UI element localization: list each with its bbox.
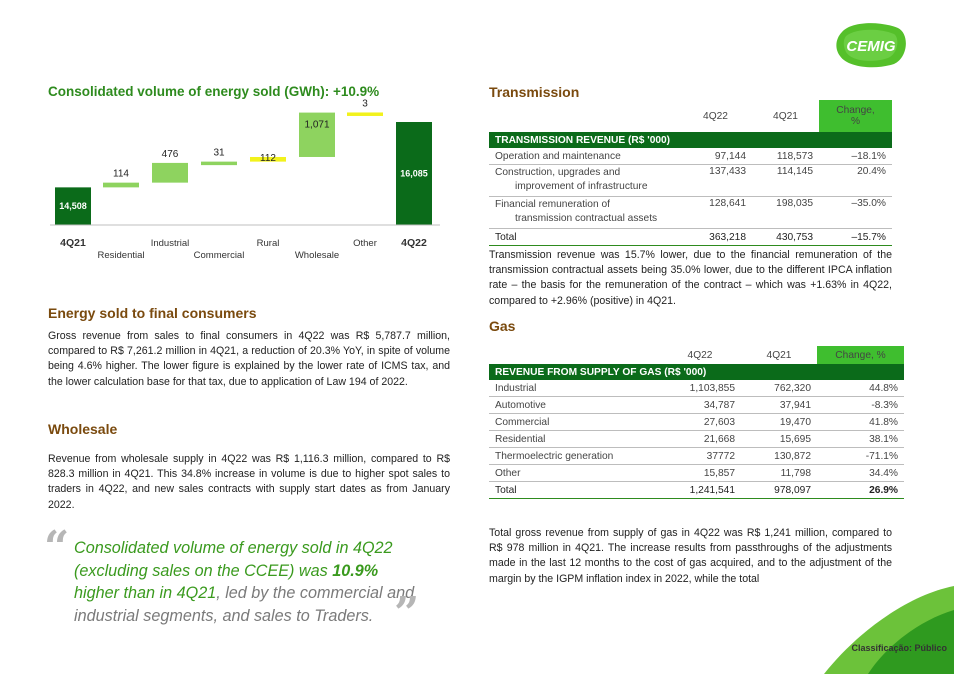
quote-open-mark: “ xyxy=(44,522,70,573)
trans-section-header: TRANSMISSION REVENUE (R$ '000) xyxy=(489,132,892,148)
trans-col-4q21: 4Q21 xyxy=(773,110,798,122)
logo-text: CEMIG xyxy=(846,38,896,55)
category-label-wholesale: Wholesale xyxy=(294,250,340,261)
bar-commercial xyxy=(201,162,237,166)
table-row: Automotive 34,787 37,941 -8.3% xyxy=(489,397,904,414)
bar-industrial xyxy=(152,163,188,183)
bar-residential xyxy=(103,183,139,188)
wholesale-text: Revenue from wholesale supply in 4Q22 was R$ 1,116.3 million, compared to R$ 828.3 million in 4Q21. This 34.8% increase in volume is due to higher spot sales to traders in 4Q22, and new sales contracts with supply start dates as from January 2022. xyxy=(48,453,450,511)
category-label-industrial: Industrial xyxy=(150,238,190,249)
category-label-other: Other xyxy=(353,238,377,249)
quote-bold: 10.9% xyxy=(332,561,379,580)
value-label-4q21: 14,508 xyxy=(59,201,87,212)
gas-col-change: Change, % xyxy=(817,346,904,364)
value-label-commercial: 31 xyxy=(213,147,225,159)
table-row: Operation and maintenance 97,144 118,573 –18.1% xyxy=(489,148,892,165)
cemig-logo xyxy=(836,22,908,68)
trans-col-4q22: 4Q22 xyxy=(703,110,728,122)
table-row: Residential 21,668 15,695 38.1% xyxy=(489,431,904,448)
bar-other xyxy=(347,112,383,116)
quote-close-mark: ” xyxy=(394,588,420,639)
category-label-rural: Rural xyxy=(256,238,280,249)
value-label-4q22: 16,085 xyxy=(400,168,428,179)
gas-heading: Gas xyxy=(489,318,516,334)
quote-part1: Consolidated volume of energy sold in 4Q22 (excluding sales on the CCEE) was xyxy=(74,539,393,580)
gas-col-4q21: 4Q21 xyxy=(766,349,792,361)
pull-quote xyxy=(74,537,426,627)
table-row: Industrial 1,103,855 762,320 44.8% xyxy=(489,380,904,397)
category-label-4q22: 4Q22 xyxy=(401,237,427,249)
category-label-residential: Residential xyxy=(97,250,145,261)
transmission-table xyxy=(489,100,892,246)
table-total-row: Total 363,218 430,753 –15.7% xyxy=(489,229,892,246)
classification-label: Classificação: Público xyxy=(851,643,947,653)
table-row: Financial remuneration of transmission contractual assets 128,641 198,035 –35.0% xyxy=(489,197,892,229)
transmission-text: Transmission revenue was 15.7% lower, due to the financial remuneration of the transmission contractual assets being 35.0% lower, due to the different IPCA inflation rate – the basis for the remuneration of the contract – which was +1.63% in 4Q22, compared to +2.96% (positive) in 4Q21. xyxy=(489,249,892,307)
quote-part3: , led by the commercial and industrial segments, and sales to Traders. xyxy=(74,584,415,625)
value-label-residential: 114 xyxy=(113,168,129,180)
gas-col-4q22: 4Q22 xyxy=(687,349,713,361)
table-row: Construction, upgrades and improvement of infrastructure 137,433 114,145 20.4% xyxy=(489,165,892,197)
value-label-rural: 112 xyxy=(260,152,276,164)
table-row: Thermoelectric generation 37772 130,872 -71.1% xyxy=(489,448,904,465)
gas-table xyxy=(489,346,904,499)
gas-section-header: REVENUE FROM SUPPLY OF GAS (R$ '000) xyxy=(489,364,904,380)
corner-decoration xyxy=(824,586,954,674)
category-label-4q21: 4Q21 xyxy=(60,237,86,249)
transmission-heading: Transmission xyxy=(489,84,580,100)
table-total-row: Total 1,241,541 978,097 26.9% xyxy=(489,482,904,499)
quote-part2: higher than in 4Q21 xyxy=(74,584,217,602)
value-label-industrial: 476 xyxy=(161,148,179,160)
wholesale-heading: Wholesale xyxy=(48,421,118,437)
value-label-wholesale: 1,071 xyxy=(304,119,330,131)
energy-final-text: Gross revenue from sales to final consumers in 4Q22 was R$ 5,787.7 million, compared to R$ 7,261.2 million in 4Q21, a reduction of 20.3% YoY, in spite of volume being 4.6% higher. The lower figure is explained by the lower rate of ICMS tax, and the lower calculation base for that tax, due to application of Law 194 of 2022. xyxy=(48,330,450,388)
table-row: Commercial 27,603 19,470 41.8% xyxy=(489,414,904,431)
gas-text: Total gross revenue from supply of gas in 4Q22 was R$ 1,241 million, compared to R$ 978 million in 4Q21. The increase results from passthroughs of the adjustments made in the last 12 months to the cost of gas acquired, and to the adjustment of the margin by the IGPM inflation index in 2022, while the total xyxy=(489,527,892,585)
value-label-other: 3 xyxy=(362,98,368,110)
category-label-commercial: Commercial xyxy=(193,250,245,261)
energy-final-heading: Energy sold to final consumers xyxy=(48,305,257,321)
waterfall-chart xyxy=(40,98,450,268)
table-row: Other 15,857 11,798 34.4% xyxy=(489,465,904,482)
chart-title: Consolidated volume of energy sold (GWh): +10.9% xyxy=(48,84,380,99)
trans-col-change: Change, % xyxy=(819,100,892,132)
